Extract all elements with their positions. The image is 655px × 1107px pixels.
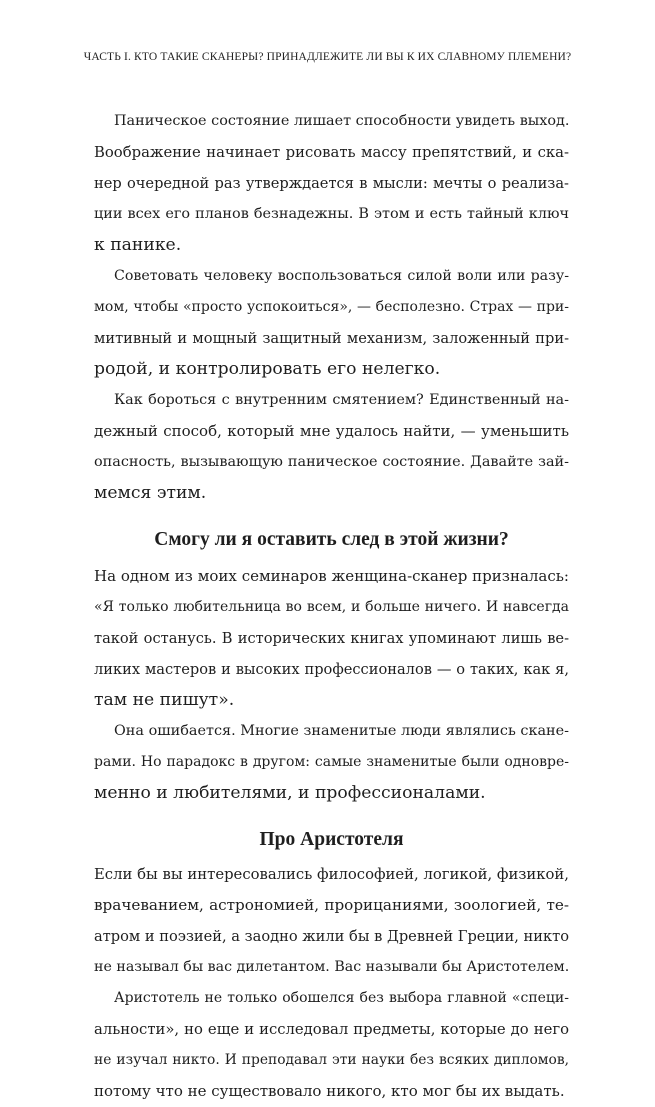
text-line: врачеванием, астрономией, прорицаниями, зоологией, те- bbox=[94, 896, 569, 914]
text-line: митивный и мощный защитный механизм, заложенный при- bbox=[94, 330, 569, 347]
running-header: ЧАСТЬ I. КТО ТАКИЕ СКАНЕРЫ? ПРИНАДЛЕЖИТЕ ЛИ ВЫ К ИХ СЛАВНОМУ ПЛЕМЕНИ? bbox=[83, 51, 572, 63]
paragraph-paradox bbox=[94, 716, 569, 809]
section-heading: Смогу ли я оставить след в этой жизни? bbox=[154, 529, 509, 550]
text-line: Аристотель не только обошелся без выбора главной «специ- bbox=[114, 990, 569, 1006]
text-line: не изучал никто. И преподавал эти науки без всяких дипломов, bbox=[94, 1052, 569, 1068]
paragraph-aristotle-specialty bbox=[94, 983, 569, 1107]
text-line: Как бороться с внутренним смятением? Единственный на- bbox=[114, 392, 569, 408]
text-line: рами. Но парадокс в другом: самые знаменитые были одновре- bbox=[94, 754, 569, 770]
text-line: опасность, вызывающую паническое состояние. Давайте зай- bbox=[94, 454, 569, 470]
paragraph-seminar bbox=[94, 561, 569, 716]
text-line: Если бы вы интересовались философией, логикой, физикой, bbox=[94, 866, 569, 883]
text-line: дежный способ, который мне удалось найти, — уменьшить bbox=[94, 422, 569, 440]
text-line: атром и поэзией, а заодно жили бы в Древней Греции, никто bbox=[94, 928, 569, 945]
section-heading: Про Аристотеля bbox=[259, 829, 404, 850]
text-line: Советовать человеку воспользоваться силой воли или разу- bbox=[114, 268, 569, 284]
text-line: такой останусь. В исторических книгах упоминают лишь ве- bbox=[94, 630, 569, 647]
text-line: не называл бы вас дилетантом. Вас называли бы Аристотелем. bbox=[94, 959, 570, 975]
text-line: потому что не существовало никого, кто мог бы их выдать. bbox=[94, 1082, 565, 1100]
text-line: к панике. bbox=[94, 235, 182, 255]
body-text bbox=[94, 106, 569, 1107]
text-line: мемся этим. bbox=[94, 483, 207, 503]
paragraph-willpower bbox=[94, 261, 569, 385]
text-line: менно и любителями, и профессионалами. bbox=[94, 783, 486, 803]
text-line: Паническое состояние лишает способности увидеть выход. bbox=[114, 113, 570, 129]
text-line: На одном из моих семинаров женщина-сканер призналась: bbox=[94, 567, 569, 585]
text-line: «Я только любительница во всем, и больше ничего. И навсегда bbox=[94, 599, 569, 615]
text-line: ции всех его планов безнадежны. В этом и есть тайный ключ bbox=[94, 206, 569, 222]
text-line: там не пишут». bbox=[94, 690, 235, 710]
text-line: альности», но еще и исследовал предметы, которые до него bbox=[94, 1021, 569, 1038]
text-line: Воображение начинает рисовать массу препятствий, и ска- bbox=[94, 144, 569, 161]
text-line: мом, чтобы «просто успокоиться», — бесполезно. Страх — при- bbox=[94, 299, 569, 315]
text-line: нер очередной раз утверждается в мысли: мечты о реализа- bbox=[94, 175, 569, 192]
text-line: ликих мастеров и высоких профессионалов — о таких, как я, bbox=[94, 661, 569, 678]
text-line: родой, и контролировать его нелегко. bbox=[94, 359, 441, 379]
paragraph-inner-turmoil bbox=[94, 385, 569, 509]
paragraph-panic bbox=[94, 106, 569, 261]
text-line: Она ошибается. Многие знаменитые люди являлись скане- bbox=[114, 723, 569, 739]
paragraph-aristotle-interests bbox=[94, 859, 569, 983]
